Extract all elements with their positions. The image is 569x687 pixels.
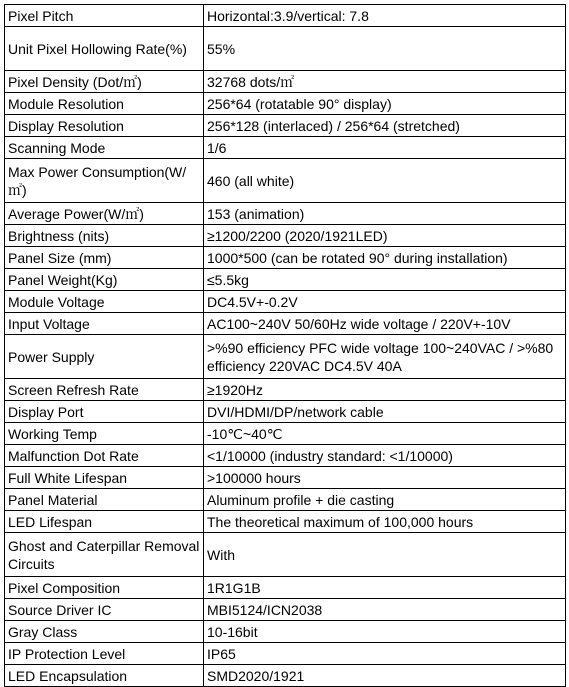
- row-value: SMD2020/1921: [204, 665, 566, 687]
- row-label: Pixel Density (Dot/㎡): [5, 71, 204, 93]
- table-row: [5, 5, 566, 27]
- row-value: Horizontal:3.9/vertical: 7.8: [204, 5, 566, 27]
- row-label: Brightness (nits): [5, 225, 204, 247]
- table-row: [5, 599, 566, 621]
- row-value: 256*64 (rotatable 90° display): [204, 93, 566, 115]
- table-row: [5, 665, 566, 687]
- table-row: [5, 533, 566, 577]
- row-value: >%90 efficiency PFC wide voltage 100~240VAC / >%80 efficiency 220VAC DC4.5V 40A: [204, 335, 566, 379]
- row-label: Pixel Composition: [5, 577, 204, 599]
- table-row: [5, 247, 566, 269]
- row-value: 256*128 (interlaced) / 256*64 (stretched): [204, 115, 566, 137]
- table-row: [5, 643, 566, 665]
- table-row: [5, 71, 566, 93]
- row-value: MBI5124/ICN2038: [204, 599, 566, 621]
- row-label: Full White Lifespan: [5, 467, 204, 489]
- table-row: [5, 225, 566, 247]
- spec-table: [4, 4, 566, 687]
- row-value: <1/10000 (industry standard: <1/10000): [204, 445, 566, 467]
- table-row: [5, 335, 566, 379]
- table-row: [5, 291, 566, 313]
- row-label: Panel Size (mm): [5, 247, 204, 269]
- row-label: Module Resolution: [5, 93, 204, 115]
- table-row: [5, 269, 566, 291]
- row-value: Aluminum profile + die casting: [204, 489, 566, 511]
- table-row: [5, 511, 566, 533]
- table-row: [5, 401, 566, 423]
- row-label: LED Encapsulation: [5, 665, 204, 687]
- row-value: 1/6: [204, 137, 566, 159]
- row-value: ≤5.5kg: [204, 269, 566, 291]
- row-value: DC4.5V+-0.2V: [204, 291, 566, 313]
- row-value: 1000*500 (can be rotated 90° during installation): [204, 247, 566, 269]
- row-value: ≥1920Hz: [204, 379, 566, 401]
- row-value: 153 (animation): [204, 203, 566, 225]
- row-label: LED Lifespan: [5, 511, 204, 533]
- table-row: [5, 93, 566, 115]
- row-label: Gray Class: [5, 621, 204, 643]
- table-row: [5, 621, 566, 643]
- table-row: [5, 313, 566, 335]
- row-value: 460 (all white): [204, 159, 566, 203]
- table-row: [5, 379, 566, 401]
- row-value: IP65: [204, 643, 566, 665]
- row-label: Display Port: [5, 401, 204, 423]
- row-label: Panel Material: [5, 489, 204, 511]
- row-value: With: [204, 533, 566, 577]
- row-value: 32768 dots/㎡: [204, 71, 566, 93]
- row-label: Max Power Consumption(W/㎡): [5, 159, 204, 203]
- row-value: DVI/HDMI/DP/network cable: [204, 401, 566, 423]
- row-label: Pixel Pitch: [5, 5, 204, 27]
- row-value: >100000 hours: [204, 467, 566, 489]
- row-label: Power Supply: [5, 335, 204, 379]
- row-label: IP Protection Level: [5, 643, 204, 665]
- row-label: Working Temp: [5, 423, 204, 445]
- table-row: [5, 467, 566, 489]
- row-label: Average Power(W/㎡): [5, 203, 204, 225]
- row-label: Module Voltage: [5, 291, 204, 313]
- table-row: [5, 27, 566, 71]
- row-value: 55%: [204, 27, 566, 71]
- row-label: Malfunction Dot Rate: [5, 445, 204, 467]
- row-value: The theoretical maximum of 100,000 hours: [204, 511, 566, 533]
- table-row: [5, 203, 566, 225]
- table-row: [5, 445, 566, 467]
- row-value: AC100~240V 50/60Hz wide voltage / 220V+-10V: [204, 313, 566, 335]
- row-value: 10-16bit: [204, 621, 566, 643]
- table-row: [5, 115, 566, 137]
- row-label: Panel Weight(Kg): [5, 269, 204, 291]
- row-label: Source Driver IC: [5, 599, 204, 621]
- row-value: -10℃~40℃: [204, 423, 566, 445]
- table-row: [5, 423, 566, 445]
- table-row: [5, 577, 566, 599]
- row-value: ≥1200/2200 (2020/1921LED): [204, 225, 566, 247]
- row-value: 1R1G1B: [204, 577, 566, 599]
- row-label: Unit Pixel Hollowing Rate(%): [5, 27, 204, 71]
- row-label: Display Resolution: [5, 115, 204, 137]
- table-row: [5, 489, 566, 511]
- row-label: Input Voltage: [5, 313, 204, 335]
- table-row: [5, 137, 566, 159]
- row-label: Ghost and Caterpillar Removal Circuits: [5, 533, 204, 577]
- row-label: Scanning Mode: [5, 137, 204, 159]
- row-label: Screen Refresh Rate: [5, 379, 204, 401]
- table-row: [5, 159, 566, 203]
